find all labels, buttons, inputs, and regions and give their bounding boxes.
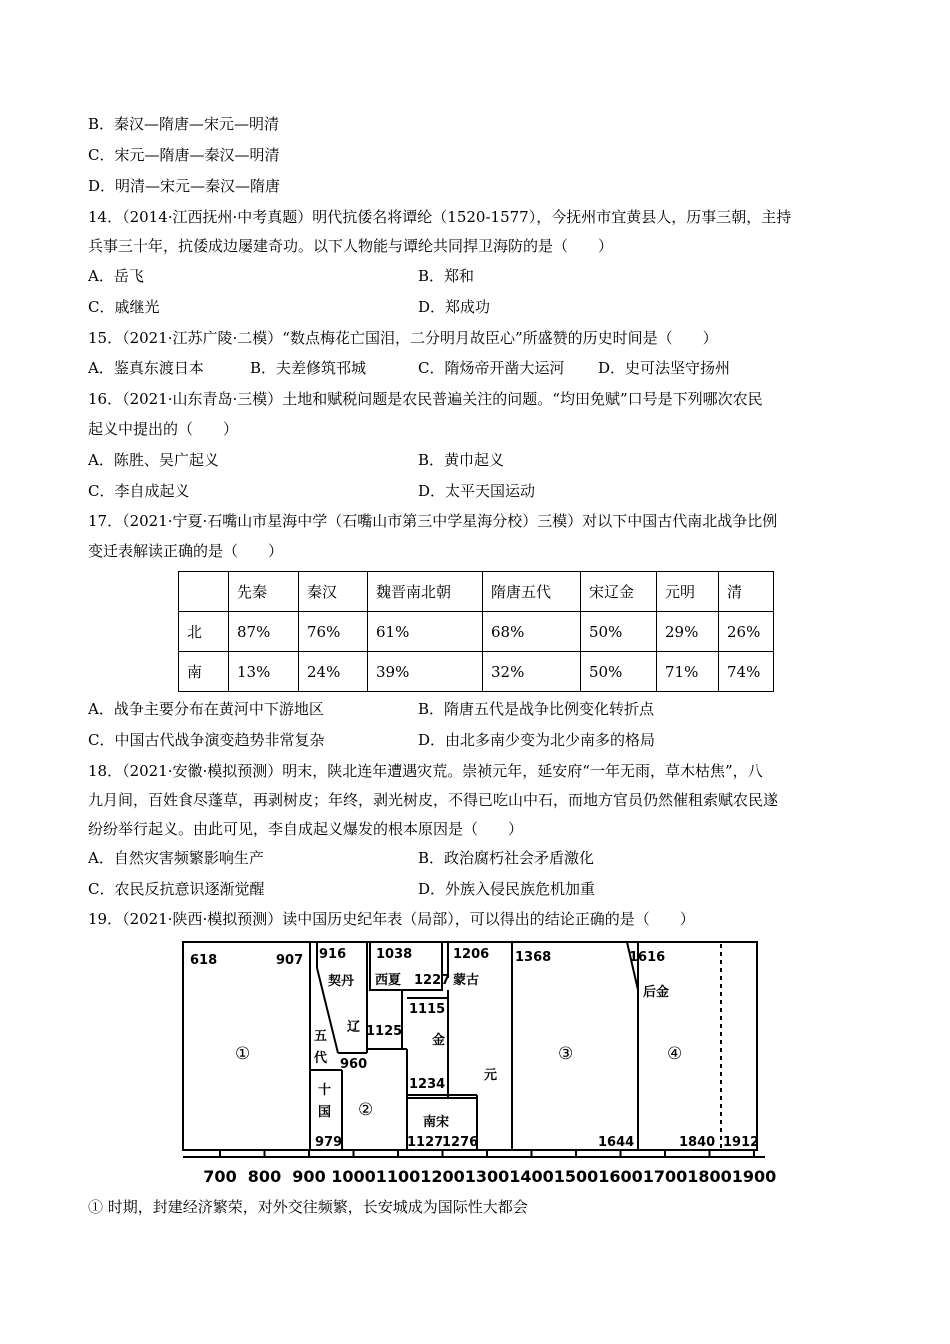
q15-stem: 15．（2021·江苏广陵·二模）“数点梅花亡国泪，二分明月故臣心”所盛赞的历史时间是（ ） <box>88 329 718 347</box>
table-cell: 50% <box>581 612 657 652</box>
axis-tick-label: 1200 <box>420 1167 465 1186</box>
q13-option-b: B．秦汉—隋唐—宋元—明清 <box>88 115 280 133</box>
year-label: 1206 <box>453 947 490 962</box>
table-cell: 68% <box>483 612 581 652</box>
table-cell: 61% <box>368 612 483 652</box>
q16-stem-line1: 16．（2021·山东青岛·三模）土地和赋税问题是农民普遍关注的问题。“均田免赋”口号是下列哪次农民 <box>88 390 763 408</box>
q17-option-b: B．隋唐五代是战争比例变化转折点 <box>418 700 655 718</box>
q19-statement-1: ① 时期，封建经济繁荣，对外交往频繁，长安城成为国际性大都会 <box>88 1198 528 1216</box>
q13-option-d: D．明清—宋元—秦汉—隋唐 <box>88 177 281 195</box>
q17-stem-line2: 变迁表解读正确的是（ ） <box>88 542 284 560</box>
axis-tick-label: 1700 <box>642 1167 688 1186</box>
table-cell <box>179 572 229 612</box>
q14-option-a: A．岳飞 <box>88 267 144 285</box>
year-label: 979 <box>315 1135 343 1150</box>
dynasty-label: 契丹 <box>328 974 355 989</box>
q17-option-d: D．由北多南少变为北少南多的格局 <box>418 731 656 749</box>
table-cell: 13% <box>229 652 299 692</box>
dynasty-label: 代 <box>314 1051 328 1066</box>
q18-option-b: B．政治腐朽社会矛盾激化 <box>418 849 595 867</box>
axis-tick-label: 700 <box>203 1167 237 1186</box>
table-cell: 74% <box>719 652 774 692</box>
q18-option-d: D．外族入侵民族危机加重 <box>418 880 596 898</box>
table-cell: 北 <box>179 612 229 652</box>
table-cell: 元明 <box>657 572 719 612</box>
year-label: 1912 <box>723 1135 760 1150</box>
table-cell: 50% <box>581 652 657 692</box>
chronology-chart-svg <box>180 938 780 1188</box>
q16-option-c: C．李自成起义 <box>88 482 190 500</box>
q17-option-a: A．战争主要分布在黄河中下游地区 <box>88 700 324 718</box>
table-cell: 29% <box>657 612 719 652</box>
table-cell: 宋辽金 <box>581 572 657 612</box>
axis-tick-label: 800 <box>247 1167 282 1186</box>
q17-option-c: C．中国古代战争演变趋势非常复杂 <box>88 731 325 749</box>
q15-option-c: C．隋炀帝开凿大运河 <box>418 359 565 377</box>
year-label: 907 <box>276 953 304 968</box>
axis-tick-label: 1800 <box>687 1167 732 1186</box>
year-label: 1644 <box>598 1135 635 1150</box>
table-cell: 71% <box>657 652 719 692</box>
table-cell: 24% <box>299 652 368 692</box>
table-cell: 魏晋南北朝 <box>368 572 483 612</box>
period-marker: ③ <box>558 1044 574 1064</box>
table-cell: 南 <box>179 652 229 692</box>
period-marker: ① <box>235 1044 251 1064</box>
year-label: 618 <box>190 953 218 968</box>
q15-option-a: A．鉴真东渡日本 <box>88 359 204 377</box>
q14-option-c: C．戚继光 <box>88 298 160 316</box>
year-label: 1227 <box>414 973 451 988</box>
chronology-chart <box>180 938 780 1192</box>
table-cell: 隋唐五代 <box>483 572 581 612</box>
dynasty-label: 辽 <box>347 1020 361 1035</box>
axis-tick-label: 1600 <box>598 1167 643 1186</box>
q14-option-b: B．郑和 <box>418 267 475 285</box>
table-cell: 秦汉 <box>299 572 368 612</box>
dynasty-label: 国 <box>318 1105 332 1120</box>
q18-stem-line1: 18．（2021·安徽·模拟预测）明末，陕北连年遭遇灾荒。崇祯元年，延安府“一年无雨，草木枯焦”，八 <box>88 762 763 780</box>
year-label: 916 <box>319 947 347 962</box>
axis-tick-label: 1400 <box>509 1167 554 1186</box>
year-label: 1368 <box>515 950 552 965</box>
q16-option-d: D．太平天国运动 <box>418 482 536 500</box>
dynasty-label: 后金 <box>643 985 670 1000</box>
period-marker: ④ <box>667 1044 683 1064</box>
q18-option-a: A．自然灾害频繁影响生产 <box>88 849 264 867</box>
axis-tick-label: 1300 <box>464 1167 510 1186</box>
table-cell: 76% <box>299 612 368 652</box>
table-row <box>179 652 774 692</box>
dynasty-label: 南宋 <box>423 1115 450 1130</box>
q14-stem-line1: 14．（2014·江西抚州·中考真题）明代抗倭名将谭纶（1520-1577），今抚州市宜黄县人，历事三朝，主持 <box>88 208 792 226</box>
q18-stem-line3: 纷纷举行起义。由此可见，李自成起义爆发的根本原因是（ ） <box>88 820 524 838</box>
q14-stem-line2: 兵事三十年，抗倭成边屡建奇功。以下人物能与谭纶共同捍卫海防的是（ ） <box>88 237 614 255</box>
axis-tick-label: 1100 <box>375 1167 421 1186</box>
q14-option-d: D．郑成功 <box>418 298 491 316</box>
axis-tick-label: 1900 <box>731 1167 777 1186</box>
table-header-row <box>179 572 774 612</box>
q16-stem-line2: 起义中提出的（ ） <box>88 420 239 438</box>
q16-option-b: B．黄巾起义 <box>418 451 505 469</box>
q15-option-b: B．夫差修筑邗城 <box>250 359 367 377</box>
year-label: 1616 <box>629 950 666 965</box>
year-label: 1038 <box>376 947 413 962</box>
war-ratio-table <box>178 571 774 692</box>
year-label: 1127 <box>407 1135 444 1150</box>
dynasty-label: 十 <box>318 1083 332 1098</box>
period-marker: ② <box>358 1100 374 1120</box>
dynasty-label: 金 <box>432 1033 446 1048</box>
dynasty-label: 西夏 <box>375 973 402 988</box>
year-label: 1234 <box>409 1077 446 1092</box>
table-row <box>179 612 774 652</box>
q18-stem-line2: 九月间，百姓食尽蓬草，再剥树皮；年终，剥光树皮，不得已吃山中石，而地方官员仍然催租索赋农民遂 <box>88 791 779 809</box>
q18-option-c: C．农民反抗意识逐渐觉醒 <box>88 880 265 898</box>
dynasty-label: 元 <box>484 1068 498 1083</box>
table-cell: 87% <box>229 612 299 652</box>
axis-tick-label: 1500 <box>553 1167 599 1186</box>
year-label: 1276 <box>442 1135 479 1150</box>
year-label: 1840 <box>679 1135 716 1150</box>
axis-tick-label: 1000 <box>331 1167 376 1186</box>
q17-stem-line1: 17．（2021·宁夏·石嘴山市星海中学（石嘴山市第三中学星海分校）三模）对以下中国古代南北战争比例 <box>88 512 778 530</box>
axis-tick-label: 900 <box>292 1167 326 1186</box>
table-cell: 清 <box>719 572 774 612</box>
q19-stem: 19．（2021·陕西·模拟预测）读中国历史纪年表（局部），可以得出的结论正确的是（ ） <box>88 910 695 928</box>
year-label: 1125 <box>366 1024 403 1039</box>
year-label: 1115 <box>409 1002 446 1017</box>
table-cell: 26% <box>719 612 774 652</box>
q13-option-c: C．宋元—隋唐—秦汉—明清 <box>88 146 280 164</box>
q15-option-d: D．史可法坚守扬州 <box>598 359 731 377</box>
q16-option-a: A．陈胜、吴广起义 <box>88 451 219 469</box>
year-label: 960 <box>340 1057 368 1072</box>
dynasty-label: 五 <box>314 1029 328 1044</box>
dynasty-label: 蒙古 <box>453 973 480 988</box>
table-cell: 先秦 <box>229 572 299 612</box>
table-cell: 39% <box>368 652 483 692</box>
table-cell: 32% <box>483 652 581 692</box>
